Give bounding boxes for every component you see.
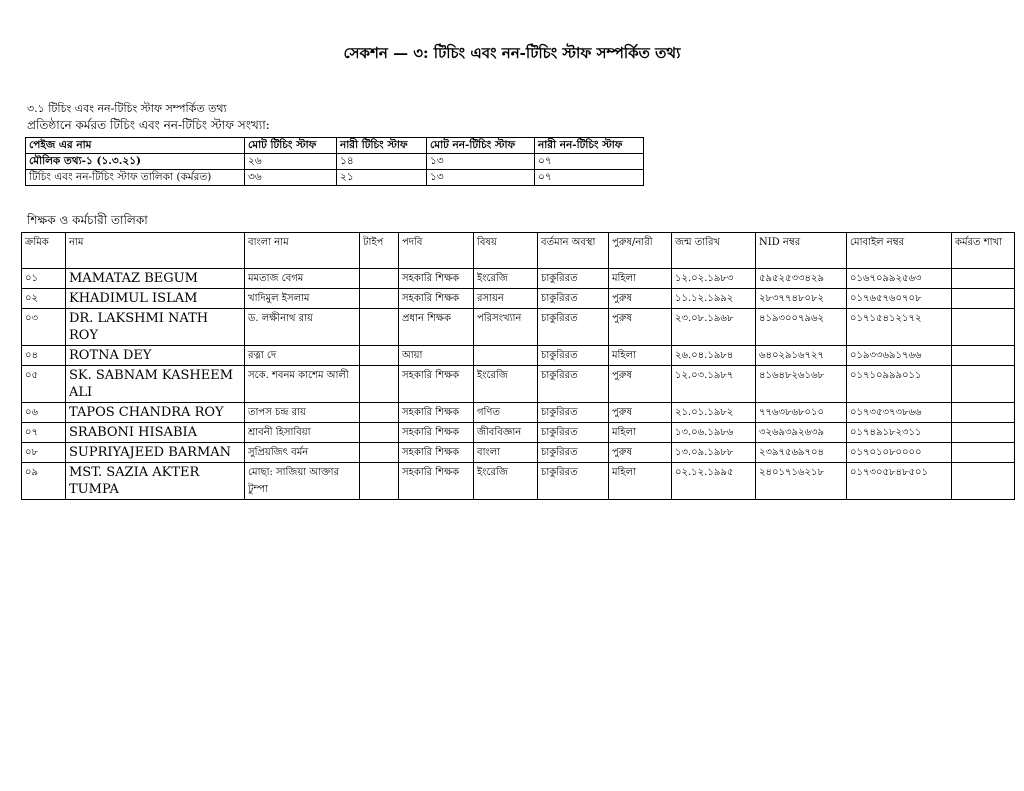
cell-gender: মহিলা xyxy=(609,423,672,443)
cell-bangla-name: খাদিমুল ইসলাম xyxy=(245,289,360,309)
cell-nid: ৩২৬৯৩৯২৬৩৯ xyxy=(756,423,847,443)
cell-branch xyxy=(952,269,1015,289)
cell-mobile: ০১৬৭০৯৯২৫৬৩ xyxy=(847,269,952,289)
cell-nid: ২৪০১৭১৬২১৮ xyxy=(756,463,847,500)
cell-bangla-name: ড. লক্ষীনাথ রায় xyxy=(245,309,360,346)
cell-serial: ০৬ xyxy=(22,403,66,423)
cell-nid: ২৮৩৭৭৪৮০৮২ xyxy=(756,289,847,309)
summary-cell: মৌলিক তথ্য-১ (১.৩.২১) xyxy=(26,154,245,170)
cell-birth-date: ১৩.০৯.১৯৮৮ xyxy=(672,443,756,463)
cell-birth-date: ২৬.০৪.১৯৮৪ xyxy=(672,346,756,366)
cell-subject: জীববিজ্ঞান xyxy=(474,423,538,443)
staff-header-cell: বিষয় xyxy=(474,233,538,269)
cell-birth-date: ২৩.০৮.১৯৬৮ xyxy=(672,309,756,346)
cell-bangla-name: শ্রাবনী হিসাবিয়া xyxy=(245,423,360,443)
cell-type xyxy=(360,366,399,403)
summary-cell: ৩৬ xyxy=(245,170,337,186)
summary-caption: প্রতিষ্ঠানে কর্মরত টিচিং এবং নন-টিচিং স্টাফ সংখ্যা: xyxy=(27,118,270,132)
cell-designation: সহকারি শিক্ষক xyxy=(399,269,474,289)
cell-status: চাকুরিরত xyxy=(538,443,609,463)
cell-designation: সহকারি শিক্ষক xyxy=(399,443,474,463)
table-row xyxy=(22,463,1015,500)
cell-birth-date: ১২.০৩.১৯৮৭ xyxy=(672,366,756,403)
cell-serial: ০৯ xyxy=(22,463,66,500)
cell-serial: ০৫ xyxy=(22,366,66,403)
staff-header-row xyxy=(22,233,1015,269)
cell-designation: সহকারি শিক্ষক xyxy=(399,423,474,443)
cell-branch xyxy=(952,366,1015,403)
cell-serial: ০২ xyxy=(22,289,66,309)
cell-designation: সহকারি শিক্ষক xyxy=(399,403,474,423)
staff-header-cell: পুরুষ/নারী xyxy=(609,233,672,269)
cell-status: চাকুরিরত xyxy=(538,403,609,423)
cell-mobile: ০১৭১৫৪১২১৭২ xyxy=(847,309,952,346)
cell-nid: ৪১৬৪৮২৬১৬৮ xyxy=(756,366,847,403)
cell-status: চাকুরিরত xyxy=(538,289,609,309)
cell-subject: ইংরেজি xyxy=(474,269,538,289)
cell-status: চাকুরিরত xyxy=(538,423,609,443)
cell-gender: মহিলা xyxy=(609,269,672,289)
staff-header-cell: পদবি xyxy=(399,233,474,269)
summary-table xyxy=(25,137,644,186)
cell-branch xyxy=(952,463,1015,500)
cell-bangla-name: রত্না দে xyxy=(245,346,360,366)
cell-type xyxy=(360,346,399,366)
cell-birth-date: ১১.১২.১৯৯২ xyxy=(672,289,756,309)
summary-header-row xyxy=(26,138,644,154)
summary-header-cell: নারী টিচিং স্টাফ xyxy=(337,138,427,154)
cell-birth-date: ১২.০২.১৯৮৩ xyxy=(672,269,756,289)
cell-designation: প্রধান শিক্ষক xyxy=(399,309,474,346)
cell-type xyxy=(360,269,399,289)
cell-gender: পুরুষ xyxy=(609,309,672,346)
cell-bangla-name: মোছা: সাজিয়া আক্তার টুম্পা xyxy=(245,463,360,500)
summary-row xyxy=(26,154,644,170)
summary-header-cell: মোট টিচিং স্টাফ xyxy=(245,138,337,154)
table-row xyxy=(22,366,1015,403)
cell-subject: ইংরেজি xyxy=(474,463,538,500)
summary-cell: ২১ xyxy=(337,170,427,186)
cell-branch xyxy=(952,346,1015,366)
cell-nid: ৭৭৬৩৮৬৮০১০ xyxy=(756,403,847,423)
cell-name: DR. LAKSHMI NATH ROY xyxy=(66,309,245,346)
cell-bangla-name: মমতাজ বেগম xyxy=(245,269,360,289)
staff-header-cell: কর্মরত শাখা xyxy=(952,233,1015,269)
summary-row xyxy=(26,170,644,186)
table-row xyxy=(22,309,1015,346)
summary-cell: টিচিং এবং নন-টিচিং স্টাফ তালিকা (কর্মরত) xyxy=(26,170,245,186)
summary-cell: ০৭ xyxy=(535,170,644,186)
cell-subject: বাংলা xyxy=(474,443,538,463)
cell-name: SK. SABNAM KASHEEM ALI xyxy=(66,366,245,403)
cell-nid: ৫৯৫২৫৩৩৪২৯ xyxy=(756,269,847,289)
cell-status: চাকুরিরত xyxy=(538,309,609,346)
cell-designation: আয়া xyxy=(399,346,474,366)
cell-subject: পরিসংখ্যান xyxy=(474,309,538,346)
cell-bangla-name: সুপ্রিয়জিৎ বর্মন xyxy=(245,443,360,463)
staff-header-cell: ক্রমিক xyxy=(22,233,66,269)
staff-header-cell: টাইপ xyxy=(360,233,399,269)
page-title: সেকশন — ৩: টিচিং এবং নন-টিচিং স্টাফ সম্পর্কিত তথ্য xyxy=(343,44,681,62)
section-heading: ৩.১ টিচিং এবং নন-টিচিং স্টাফ সম্পর্কিত তথ্য xyxy=(27,102,227,115)
cell-branch xyxy=(952,403,1015,423)
cell-name: TAPOS CHANDRA ROY xyxy=(66,403,245,423)
cell-branch xyxy=(952,289,1015,309)
summary-header-cell: নারী নন-টিচিং স্টাফ xyxy=(535,138,644,154)
table-row xyxy=(22,403,1015,423)
cell-subject xyxy=(474,346,538,366)
cell-serial: ০১ xyxy=(22,269,66,289)
cell-mobile: ০১৭৪৯১৮২৩১১ xyxy=(847,423,952,443)
cell-nid: ৬৪০২৯১৬৭২৭ xyxy=(756,346,847,366)
cell-mobile: ০১৯৩৩৬৯১৭৬৬ xyxy=(847,346,952,366)
cell-birth-date: ১৩.০৬.১৯৮৬ xyxy=(672,423,756,443)
cell-mobile: ০১৭০১০৮০০০০ xyxy=(847,443,952,463)
cell-designation: সহকারি শিক্ষক xyxy=(399,366,474,403)
cell-name: SUPRIYAJEED BARMAN xyxy=(66,443,245,463)
table-row xyxy=(22,346,1015,366)
table-row xyxy=(22,289,1015,309)
cell-serial: ০৩ xyxy=(22,309,66,346)
cell-gender: মহিলা xyxy=(609,463,672,500)
cell-status: চাকুরিরত xyxy=(538,346,609,366)
summary-header-cell: মোট নন-টিচিং স্টাফ xyxy=(427,138,535,154)
cell-status: চাকুরিরত xyxy=(538,463,609,500)
cell-type xyxy=(360,309,399,346)
cell-gender: পুরুষ xyxy=(609,403,672,423)
cell-subject: রসায়ন xyxy=(474,289,538,309)
summary-cell: ০৭ xyxy=(535,154,644,170)
staff-header-cell: বর্তমান অবস্থা xyxy=(538,233,609,269)
staff-header-cell: বাংলা নাম xyxy=(245,233,360,269)
cell-bangla-name: তাপস চন্দ্র রায় xyxy=(245,403,360,423)
staff-header-cell: NID নম্বর xyxy=(756,233,847,269)
summary-cell: ২৬ xyxy=(245,154,337,170)
cell-serial: ০৪ xyxy=(22,346,66,366)
cell-subject: গণিত xyxy=(474,403,538,423)
cell-nid: ৪১৯৩০০৭৯৬২ xyxy=(756,309,847,346)
cell-branch xyxy=(952,423,1015,443)
cell-birth-date: ২১.০১.১৯৮২ xyxy=(672,403,756,423)
cell-gender: পুরুষ xyxy=(609,443,672,463)
staff-header-cell: জন্ম তারিখ xyxy=(672,233,756,269)
cell-name: ROTNA DEY xyxy=(66,346,245,366)
cell-designation: সহকারি শিক্ষক xyxy=(399,289,474,309)
cell-birth-date: ০২.১২.১৯৯৫ xyxy=(672,463,756,500)
cell-gender: পুরুষ xyxy=(609,289,672,309)
cell-name: MAMATAZ BEGUM xyxy=(66,269,245,289)
cell-mobile: ০১৭১০৯৯৯০১১ xyxy=(847,366,952,403)
cell-bangla-name: সকে. শবনম কাশেম আলী xyxy=(245,366,360,403)
staff-header-cell: নাম xyxy=(66,233,245,269)
summary-cell: ১৩ xyxy=(427,170,535,186)
cell-serial: ০৮ xyxy=(22,443,66,463)
cell-branch xyxy=(952,443,1015,463)
table-row xyxy=(22,423,1015,443)
cell-nid: ২৩৯৭৫৬৯৭০৪ xyxy=(756,443,847,463)
cell-designation: সহকারি শিক্ষক xyxy=(399,463,474,500)
cell-mobile: ০১৭৩৫৩৭৩৮৬৬ xyxy=(847,403,952,423)
staff-caption: শিক্ষক ও কর্মচারী তালিকা xyxy=(27,213,148,227)
cell-gender: পুরুষ xyxy=(609,366,672,403)
summary-cell: ১৩ xyxy=(427,154,535,170)
cell-mobile: ০১৭৩০৫৮৪৮৫০১ xyxy=(847,463,952,500)
cell-name: MST. SAZIA AKTER TUMPA xyxy=(66,463,245,500)
summary-header-cell: পেইজ এর নাম xyxy=(26,138,245,154)
table-row xyxy=(22,443,1015,463)
staff-table xyxy=(21,232,1015,500)
cell-branch xyxy=(952,309,1015,346)
cell-type xyxy=(360,463,399,500)
cell-status: চাকুরিরত xyxy=(538,269,609,289)
cell-name: KHADIMUL ISLAM xyxy=(66,289,245,309)
cell-status: চাকুরিরত xyxy=(538,366,609,403)
summary-cell: ১৪ xyxy=(337,154,427,170)
table-row xyxy=(22,269,1015,289)
cell-type xyxy=(360,423,399,443)
cell-name: SRABONI HISABIA xyxy=(66,423,245,443)
cell-subject: ইংরেজি xyxy=(474,366,538,403)
staff-header-cell: মোবাইল নম্বর xyxy=(847,233,952,269)
cell-serial: ০৭ xyxy=(22,423,66,443)
cell-type xyxy=(360,403,399,423)
cell-mobile: ০১৭৬৫৭৬০৭০৮ xyxy=(847,289,952,309)
cell-gender: মহিলা xyxy=(609,346,672,366)
cell-type xyxy=(360,443,399,463)
cell-type xyxy=(360,289,399,309)
staff-table-body xyxy=(22,269,1015,500)
